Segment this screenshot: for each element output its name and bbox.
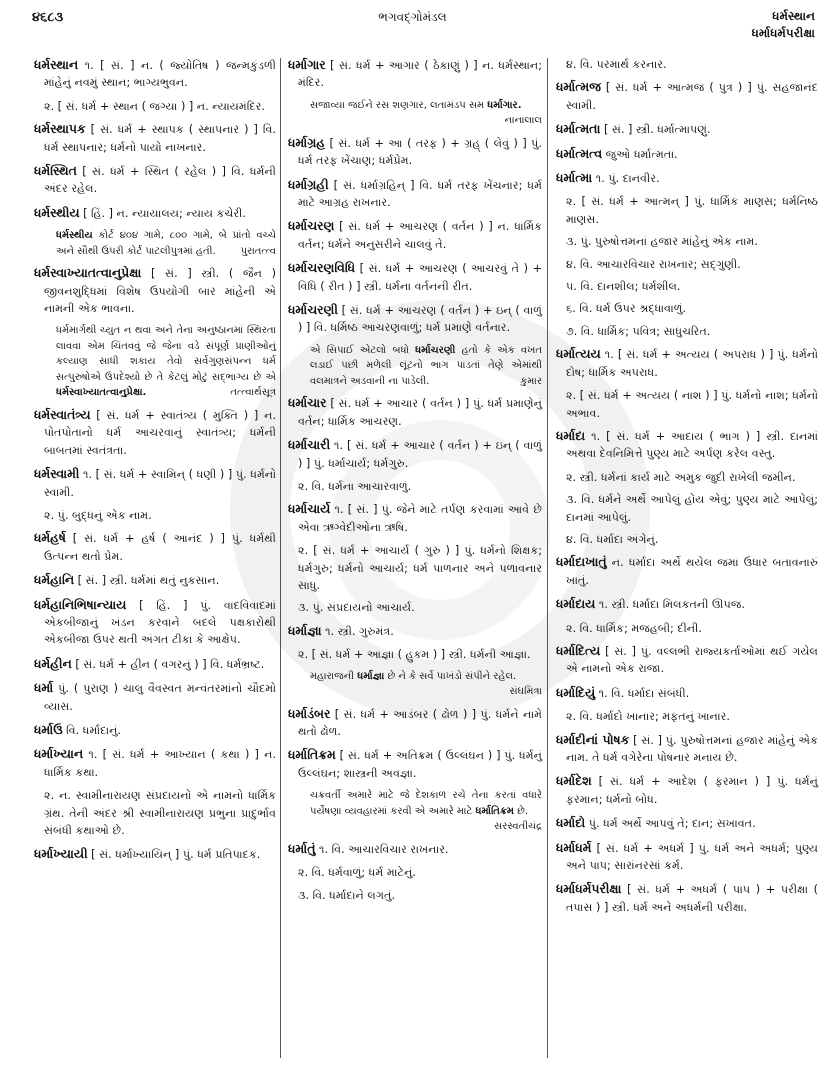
citation-source: સંઘમિત્રા — [509, 686, 542, 698]
headword: ધર્મસ્થિત — [34, 163, 77, 179]
headword: ધર્માત્યય — [556, 346, 601, 362]
dictionary-entry — [34, 745, 276, 781]
headword: ધર્માખ્યાન — [34, 746, 84, 762]
entry-sense — [566, 708, 818, 725]
definition: [ સં. ધર્મ + આગાર ( ઠેકાણું ) ] ન. ધર્મસ્થાન; મંદિર. — [298, 59, 542, 90]
dictionary-entry — [288, 622, 542, 640]
column-divider — [280, 58, 281, 1058]
entry-sense — [566, 387, 818, 422]
entry-sense — [566, 469, 818, 486]
citation-quote — [310, 98, 542, 129]
headword: ધર્માદો — [556, 815, 586, 831]
dictionary-entry — [288, 500, 542, 536]
entry-sense — [298, 599, 542, 616]
column-divider — [547, 58, 548, 1058]
definition: [ સં. ધર્મ + આચરણ ( આચરવું તે ) + વિધિ ( રીત ) ] સ્ત્રી. ધર્મના વર્તનની રીત. — [298, 262, 542, 293]
headword: ધર્માચાર — [288, 395, 327, 411]
entry-sense — [298, 478, 542, 495]
quoted-headword: ધર્માચરણી — [415, 344, 456, 356]
definition: ૧. સ્ત્રી. ધર્માદા મિલકતની ઊપજ. — [595, 598, 745, 612]
entry-sense — [298, 887, 542, 904]
dictionary-entry — [556, 839, 818, 875]
definition: ૫. વિ. દાનશીલ; ધર્મશીલ. — [566, 280, 681, 294]
entry-sense — [566, 620, 818, 637]
dictionary-entry — [288, 746, 542, 782]
headword: ધર્મસ્થાન — [34, 57, 79, 72]
quote-text: હતો કે એક વખત લડાઈ પછી મળેલી લૂંટનો ભાગ પાડતાં તેણે એમાંથી વલમાત્રને અડવાની ના પાડેલી. — [310, 344, 542, 387]
entry-sense — [566, 56, 818, 73]
headword: ધર્માત્મજ — [556, 79, 601, 95]
headword: ધર્માગાર — [288, 57, 326, 72]
guide-word-last: ધર્માધર્મપરીક્ષા — [751, 26, 815, 40]
entry-sense — [298, 646, 542, 663]
definition: ૨. [ સં. ધર્મ + સ્થાન ( જગ્યા ) ] ન. ન્યાયમંદિર. — [44, 99, 265, 113]
definition: ૨. વિ. ધર્માદો ખાનાર; મફતનું ખાનાર. — [566, 710, 730, 724]
dictionary-entry — [556, 145, 818, 163]
column-2 — [288, 56, 542, 1066]
definition: [ સં. ધર્મ + હીન ( વગરનું ) ] વિ. ધર્મભ્રષ્ટ. — [71, 657, 265, 671]
headword: ધર્માદા — [556, 427, 586, 443]
definition: ૨. [ સં. ધર્મ + અત્યય ( નાશ ) ] પું. ધર્મનો નાશ; ધર્મનો અભાવ. — [566, 389, 818, 420]
definition: ૧. [ સં. ] પું. જેને માટે તર્પણ કરવામાં આવે છે એવા ઋગ્વેદીઓના ઋષિ. — [298, 503, 542, 534]
definition: [ હિં. ] પું. વાદવિવાદમાં એકબીજાનું ખંડન કરવાને બદલે પક્ષકારોથી એકબીજા ઉપર થતી અંગત ટીકા કે આક્ષેપ. — [44, 598, 276, 647]
definition: [ સં. ધર્મ + સ્વાતંત્ર્ય ( મુક્તિ ) ] ન. પોતપોતાનો ધર્મ આચરવાનું સ્વાતંત્ર્ય; ધર્મની બાબતમાં સ્વતંત્રતા. — [44, 408, 276, 457]
definition: ૨. [ સં. ધર્મ + આચાર્ય ( ગુરુ ) ] પું. ધર્મનો શિક્ષક; ધર્મગુરુ; ધર્મનો આચાર્ય; ધર્મ પાળનાર અને પળાવનાર સાધુ. — [298, 544, 542, 593]
definition: ૩. પું. સંપ્રદાયનો આચાર્ય. — [298, 601, 415, 615]
definition: [ હિં. ] ન. ન્યાયાલય; ન્યાય કચેરી. — [79, 206, 246, 220]
dictionary-entry — [556, 553, 818, 589]
guide-words — [752, 8, 815, 42]
dictionary-entry — [556, 78, 818, 114]
definition: ૩. પું. પુરુષોત્તમનાં હજાર માંહેનું એક નામ. — [566, 235, 758, 249]
headword: ધર્માચરણી — [288, 302, 338, 318]
definition: ૨. ન. સ્વામીનારાયણ સંપ્રદાયનો એ નામનો ધાર્મિક ગ્રંથ. તેની અંદર શ્રી સ્વામીનારાયણ પ્રભુના પ્રાદુર્ભાવ સંબંધી કથાઓ છે. — [44, 789, 276, 838]
dictionary-entry — [556, 684, 818, 702]
definition: વિ. ધર્માદાનું. — [62, 724, 121, 738]
headword: ધર્મસ્વામી — [34, 466, 80, 482]
citation-quote — [310, 669, 542, 700]
dictionary-entry — [288, 259, 542, 295]
definition: [ સં. ધર્મ + અધર્મ ] પું. ધર્મ અને અધર્મ; પુણ્ય અને પાપ; સારાંનરસાં કર્મ. — [566, 841, 818, 873]
headword: ધર્માદાખાતું — [556, 554, 607, 570]
definition: [ સં. ધર્માખ્યાયિન્ ] પું. ધર્મ પ્રતિપાદક. — [87, 847, 261, 861]
entry-sense — [566, 278, 818, 295]
citation-source: કુમાર — [520, 375, 542, 387]
headword: ધર્માગ્રહ — [288, 134, 326, 150]
headword: ધર્માધર્મપરીક્ષા — [556, 881, 622, 897]
dictionary-entry — [34, 655, 276, 673]
dictionary-entry — [34, 204, 276, 222]
headword: ધર્માત્મત્વ — [556, 145, 603, 161]
definition: ૨. [ સં. ધર્મ + આત્મન્ ] પું. ધાર્મિક માણસ; ધર્મનિષ્ઠ માણસ. — [566, 195, 818, 226]
definition: ૩. વિ. ધર્મને અર્થે આપેલું હોય એવું; પુણ્ય માટે આપેલું; દાનમાં આપેલું. — [566, 493, 818, 524]
dictionary-entry — [556, 814, 818, 832]
definition: ૨. વિ. ધર્મવાળું; ધર્મ માટેનું. — [298, 866, 416, 880]
running-title: ભગવદ્ગોમંડલ — [378, 10, 447, 24]
quoted-headword: ધર્મસ્વાખ્યાતત્વાનુપ્રેક્ષા. — [56, 387, 147, 399]
dictionary-entry — [34, 721, 276, 739]
page-number: ૪૬૮૩ — [32, 10, 64, 25]
definition: [ સં. ધર્મ + સ્થિત ( રહેલ ) ] વિ. ધર્મની અંદર રહેલ. — [44, 165, 276, 196]
dictionary-entry — [288, 217, 542, 253]
dictionary-entry — [34, 845, 276, 863]
definition: ૧. [ સં. ધર્મ + અત્યય ( અપરાધ ) ] પું. ધર્મનો દોષ; ધાર્મિક અપરાધ. — [566, 348, 818, 379]
headword: ધર્માદાય — [556, 596, 596, 612]
column-3 — [556, 56, 818, 1066]
headword: ધર્માતું — [288, 840, 316, 856]
definition: [ સં. ધર્મ + આત્મજ ( પુત્ર ) ] પું. સહજાનંદ સ્વામી. — [566, 81, 818, 112]
quote-text: કોર્ટ ૪૦૪ ગામે, ૮૦૦ ગામે, બે પ્રાંતો વચ્ચે અને સૌથી ઉપરી કોર્ટ પાટલીપુત્રમાં હતી. — [56, 230, 276, 257]
dictionary-entry — [34, 162, 276, 198]
dictionary-entry — [34, 264, 276, 317]
definition: ૪. વિ. આચારવિચાર રાખનાર; સદ્ગુણી. — [566, 257, 741, 271]
entry-sense — [44, 787, 276, 839]
headword: ધર્માઉ — [34, 722, 63, 738]
dictionary-entry — [34, 679, 276, 715]
headword: ધર્માજ્ઞા — [288, 622, 322, 638]
dictionary-columns — [0, 56, 825, 1066]
citation-source: પુરાતત્ત્વ — [240, 245, 276, 257]
quote-text: એ સિપાઈ એટલો બધો — [310, 344, 416, 356]
headword: ધર્મસ્થાપક — [34, 121, 86, 137]
dictionary-entry — [34, 529, 276, 565]
dictionary-entry — [288, 134, 542, 170]
citation-quote — [310, 343, 542, 390]
dictionary-entry — [556, 772, 818, 808]
entry-sense — [566, 233, 818, 250]
definition: [ સં. ધર્મ + આચાર ( વર્તન ) ] પું. ધર્મ પ્રમાણેનું વર્તન; ધાર્મિક આચરણ. — [298, 397, 542, 428]
headword: ધર્માત્મતા — [556, 121, 601, 137]
dictionary-entry — [556, 731, 818, 767]
definition: ૨. વિ. ધર્મના આચારવાળું. — [298, 480, 412, 493]
page-header — [0, 0, 825, 52]
headword: ધર્માદીનાં પોષક — [556, 731, 630, 747]
dictionary-entry — [34, 596, 276, 649]
definition: ૧. વિ. ધર્માદા સંબંધી. — [595, 686, 690, 700]
quoted-headword: ધર્માજ્ઞા — [357, 670, 385, 682]
headword: ધર્માત્મા — [556, 170, 593, 186]
dictionary-entry — [34, 571, 276, 589]
quote-text: મહારાજની — [310, 670, 358, 682]
definition: ન. ધર્માદા અર્થે થયેલ જમા ઉધાર બતાવનારું ખાતું. — [566, 556, 818, 587]
definition: ૩. વિ. ધર્માદાને લગતું. — [298, 888, 396, 902]
entry-sense — [566, 491, 818, 526]
entry-sense — [566, 193, 818, 228]
dictionary-entry — [556, 880, 818, 916]
definition: [ સં. ] સ્ત્રી. ધર્માત્માપણું. — [600, 123, 711, 137]
dictionary-entry — [34, 465, 276, 501]
definition: ૪. વિ. ધર્માદા અંગેનું. — [566, 532, 659, 546]
quote-text: છે ને કે સર્વ પાખંડો સંપીને રહેલ. — [384, 670, 517, 682]
headword: ધર્માચરણવિધિ — [288, 260, 356, 276]
quote-text: ધર્મમાર્ગથી ચ્યુત ન થવા અને તેના અનુષ્ઠાનમાં સ્થિરતા લાવવા એમ ચિંતવવું જે જેના વડે સંપૂર્ણ પ્રાણીઓનું કલ્યાણ સાધી શકાય તેવો સર્વગુણસંપન્ન ધર્મ સત્પુરુષોએ ઉપદેશ્યો છે તે કેટલું મોટું સદ્ભાગ્ય છે એ — [56, 325, 276, 383]
headword: ધર્માધર્મ — [556, 839, 592, 855]
definition: પું. ( પુરાણ ) ચાલુ વૈવસ્વત મન્વંતરમાંનો ચૌદમો વ્યાસ. — [44, 682, 276, 713]
definition: [ સં. ધર્મ + હર્ષ ( આનંદ ) ] પું. ધર્મથી ઉત્પન્ન થતો પ્રેમ. — [44, 532, 276, 563]
definition: ૧. પું. દાનવીર. — [592, 172, 660, 186]
quote-text: છે. — [513, 805, 529, 817]
entry-sense — [566, 256, 818, 273]
dictionary-entry — [556, 120, 818, 138]
headword: ધર્માદેશ — [556, 773, 592, 789]
citation-source: નાનાલાલ — [504, 115, 542, 127]
entry-sense — [566, 300, 818, 317]
definition: [ સં. ધર્મ + સ્થાપક ( સ્થાપનાર ) ] વિ. ધર્મ સ્થાપનાર; ધર્મનો પાયો નાખનાર. — [44, 123, 276, 154]
quote-text: ચક્રવર્તી અમારે માટે જે દેશકાળ રચે તેના કરતાં વધારે પર્યેષણા વ્યવહારમાં કરવી એ અમારે માટે — [310, 790, 542, 817]
dictionary-entry — [556, 595, 818, 613]
definition: પું. ધર્મ અર્થે આપવું તે; દાન; સખાવત. — [585, 817, 756, 831]
entry-sense — [566, 323, 818, 340]
headword: ધર્માડંબર — [288, 705, 331, 721]
definition: ૧. [ સં. ધર્મ + આચાર ( વર્તન ) + ઇન્ ( વાળું ) ] પું. ધર્માચાર્ય; ધર્મગુરુ. — [298, 439, 542, 470]
headword: ધર્માખ્યાયી — [34, 845, 88, 861]
definition: [ સં. ધર્મ + અતિક્રમ ( ઉલ્લંઘન ) ] પું. ધર્મનું ઉલ્લંઘન; શાસ્ત્રની અવજ્ઞા. — [298, 749, 542, 780]
definition: [ સં. ધર્મ + આચરણ ( વર્તન ) ] ન. ધાર્મિક વર્તન; ધર્મને અનુસરીને ચાલવું તે. — [298, 220, 542, 251]
entry-sense — [298, 864, 542, 881]
definition: [ સં. ધર્મ + અધર્મ ( પાપ ) + પરીક્ષા ( તપાસ ) ] સ્ત્રી. ધર્મ અને અધર્મની પરીક્ષા. — [566, 883, 818, 914]
definition: [ સં. ] પું. વલ્લભી રાજ્યકર્તાઓમાં થઈ ગયેલ એ નામનો એક રાજા. — [566, 644, 818, 676]
headword: ધર્મહર્ષ — [34, 530, 66, 546]
dictionary-entry — [288, 705, 542, 741]
definition: જુઓ ધર્માત્મતા. — [602, 147, 678, 161]
dictionary-entry — [288, 176, 542, 212]
definition: ૧. [ સં. ધર્મ + આદાય ( ભાગ ) ] સ્ત્રી. દાનમાં અથવા દેવનિમિત્તે પુણ્ય માટે અર્પણ કરેલ વસ્તુ. — [566, 429, 818, 461]
headword: ધર્મહીન — [34, 655, 72, 671]
dictionary-entry — [556, 345, 818, 381]
headword: ધર્માચરણ — [288, 218, 335, 234]
definition: ૨. [ સં. ધર્મ + આજ્ઞા ( હુકમ ) ] સ્ત્રી. ધર્મની આજ્ઞા. — [298, 648, 531, 662]
headword: ધર્મા — [34, 680, 54, 696]
definition: [ સં. ] સ્ત્રી. ( જૈન ) જીવનશુદ્ધિમાં વિશેષ ઉપયોગી બાર માંહેની એ નામની એક ભાવના. — [44, 267, 276, 316]
headword: ધર્મસ્વાતંત્ર્ય — [34, 406, 91, 422]
definition: [ સં. ધર્માગ્રહિન્ ] વિ. ધર્મ તરફ ખેંચનાર; ધર્મ માટે આગ્રહ રાખનાર. — [298, 178, 542, 210]
dictionary-entry — [288, 301, 542, 337]
definition: ૬. વિ. ધર્મ ઉપર શ્રદ્ધાવાળું. — [566, 302, 687, 316]
citation-quote — [310, 788, 542, 835]
column-1 — [34, 56, 276, 1066]
dictionary-entry — [34, 406, 276, 459]
dictionary-entry — [288, 436, 542, 472]
quoted-headword: ધર્માગાર. — [487, 99, 522, 111]
headword: ધર્માદિત્ય — [556, 642, 601, 658]
headword: ધર્મસ્વાખ્યાતત્વાનુપ્રેક્ષા — [34, 265, 142, 281]
definition: [ સં. ધર્મ + આદેશ ( ફરમાન ) ] પું. ધર્મનું ફરમાન; ધર્મનો બોધ. — [566, 775, 818, 806]
headword: ધર્માચાર્ય — [288, 501, 331, 517]
headword: ધર્માદિયું — [556, 684, 596, 700]
definition: ૧. [ સં. ] ન. ( જ્યોતિષ ) જન્મકુંડળી માંહેનું નવમું સ્થાન; ભાગ્યભુવન. — [44, 59, 276, 90]
guide-word-first: ધર્મસ્થાન — [772, 9, 815, 23]
definition: ૧. [ સં. ધર્મ + આખ્યાન ( કથા ) ] ન. ધાર્મિક કથા. — [44, 748, 276, 779]
entry-sense — [44, 98, 276, 115]
headword: ધર્માચારી — [288, 437, 331, 453]
dictionary-entry — [288, 56, 542, 92]
headword: ધર્માતિક્રમ — [288, 747, 336, 763]
citation-source: તત્ત્વાર્થસૂત્ર — [230, 387, 276, 399]
definition: [ સં. ધર્મ + આચરણ ( વર્તન ) + ઇન્ ( વાળું ) ] વિ. ધર્મિષ્ઠ આચરણવાળું; ધર્મ પ્રમાણે વર્તનાર. — [298, 304, 542, 335]
definition: ૧. [ સં. ધર્મ + સ્વામિન્ ( ધણી ) ] પું. ધર્મનો સ્વામી. — [44, 468, 276, 499]
citation-quote — [56, 323, 276, 401]
definition: [ સં. ધર્મ + આ ( તરફ ) + ગ્રહ્ ( લેવું ) ] પું. ધર્મ તરફ ખેંચાણ; ધર્મપ્રેમ. — [298, 136, 542, 168]
definition: ૧. સ્ત્રી. ગુરુમંત્ર. — [321, 624, 394, 638]
entry-sense — [566, 531, 818, 548]
dictionary-entry — [556, 427, 818, 463]
headword: ધર્મસ્થીય — [34, 204, 80, 220]
quoted-headword: ધર્માતિક્રમ — [475, 805, 514, 817]
dictionary-entry — [556, 169, 818, 187]
definition: ૧. વિ. આચારવિચાર રાખનાર. — [315, 842, 449, 856]
definition: [ સં. ] પું. પુરુષોત્તમનાં હજાર માંહેનું એક નામ. તે ધર્મ વગેરેના પોષનાર મનાય છે. — [566, 733, 818, 764]
dictionary-entry — [556, 642, 818, 678]
citation-source: સરસ્વતીચંદ્ર — [494, 821, 542, 833]
dictionary-entry — [34, 56, 276, 92]
definition: ૨. પું. બુદ્ધનું એક નામ. — [44, 509, 152, 522]
citation-quote — [56, 228, 276, 259]
definition: ૭. વિ. ધાર્મિક; પવિત્ર; સાધુચરિત. — [566, 324, 711, 338]
quote-text: સજાવ્યા જઈને રસ શણગાર, લતામંડપ સમ — [310, 99, 488, 111]
headword: ધર્મહાનિભિષાન્યાય — [34, 596, 127, 612]
entry-sense — [44, 507, 276, 524]
dictionary-entry — [288, 394, 542, 430]
definition: [ સં. ધર્મ + આડંબર ( ઢોળ ) ] પું. ધર્મને નામે થતો ઢોળ. — [298, 707, 542, 739]
dictionary-entry — [34, 120, 276, 156]
entry-sense — [298, 542, 542, 594]
dictionary-entry — [288, 840, 542, 858]
definition: ૨. સ્ત્રી. ધર્મનાં કાર્ય માટે અમુક જુદી રાખેલી જમીન. — [566, 470, 796, 484]
quoted-headword: ધર્મસ્થીય — [56, 230, 93, 242]
definition: ૨. વિ. ધાર્મિક; મજહબી; દીની. — [566, 621, 702, 635]
headword: ધર્મહાનિ — [34, 572, 75, 588]
definition: [ સં. ] સ્ત્રી. ધર્મમાં થતું નુકસાન. — [74, 574, 220, 588]
definition: ૪. વિ. પરમાર્થ કરનાર. — [566, 58, 667, 71]
headword: ધર્માગ્રહી — [288, 176, 329, 192]
